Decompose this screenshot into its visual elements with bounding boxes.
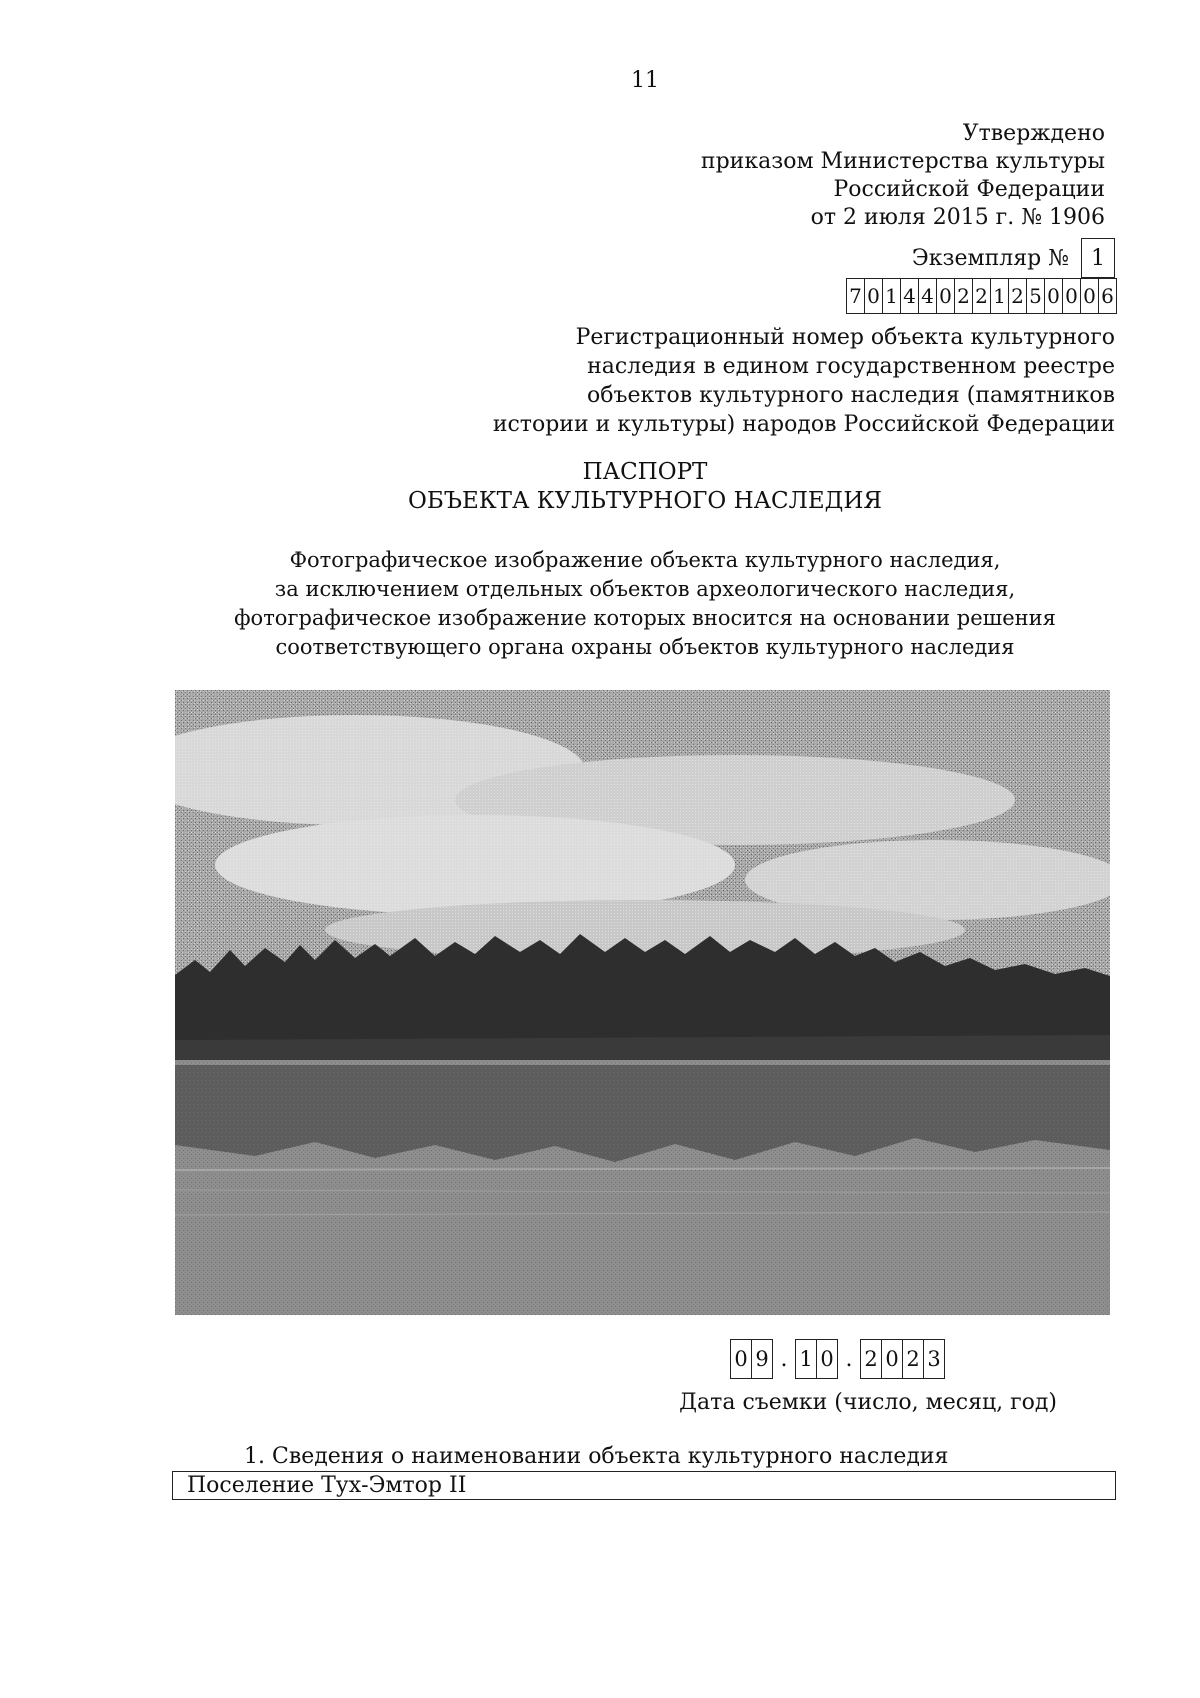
reg-digit: 2 (955, 278, 973, 314)
photo-caption-line: Фотографическое изображение объекта культурного наследия, (289, 548, 1001, 572)
photo-caption-line: за исключением отдельных объектов археологического наследия, (274, 577, 1016, 601)
date-digit: 9 (752, 1339, 773, 1379)
date-digit: 1 (795, 1339, 817, 1379)
approval-block (701, 120, 1105, 232)
object-name-field: Поселение Тух-Эмтор II (172, 1471, 1116, 1500)
registration-number-cells (846, 278, 1117, 314)
reg-digit: 2 (973, 278, 991, 314)
approval-line: Утверждено (962, 121, 1105, 146)
reg-digit: 0 (1045, 278, 1063, 314)
approval-line: от 2 июля 2015 г. № 1906 (810, 205, 1105, 230)
reg-digit: 0 (1081, 278, 1099, 314)
reg-digit: 4 (901, 278, 919, 314)
registration-caption-line: истории и культуры) народов Российской Федерации (492, 412, 1115, 437)
date-digit: 0 (882, 1339, 903, 1379)
copy-number-row (912, 238, 1115, 278)
reg-digit: 4 (919, 278, 937, 314)
date-day (730, 1339, 773, 1379)
reg-digit: 5 (1027, 278, 1045, 314)
page-number: 11 (631, 68, 659, 93)
date-digit: 2 (903, 1339, 924, 1379)
date-digit: 2 (860, 1339, 882, 1379)
reg-digit: 0 (937, 278, 955, 314)
registration-caption-line: объектов культурного наследия (памятников (587, 383, 1115, 408)
date-digit: 0 (817, 1339, 838, 1379)
reg-digit: 0 (1063, 278, 1081, 314)
registration-caption (493, 323, 1115, 439)
date-caption: Дата съемки (число, месяц, год) (679, 1390, 1057, 1415)
section-heading: 1. Сведения о наименовании объекта культурного наследия (244, 1444, 949, 1469)
photo-caption (0, 546, 1200, 662)
reg-digit: 0 (865, 278, 883, 314)
approval-line: Российской Федерации (833, 177, 1105, 202)
date-year (860, 1339, 945, 1379)
date-digit: 0 (730, 1339, 752, 1379)
date-month (795, 1339, 838, 1379)
reg-digit: 1 (883, 278, 901, 314)
registration-caption-line: Регистрационный номер объекта культурного (575, 325, 1115, 350)
shooting-date (730, 1339, 945, 1379)
title-line: ОБЪЕКТА КУЛЬТУРНОГО НАСЛЕДИЯ (408, 488, 882, 514)
copy-number-box: 1 (1081, 238, 1115, 278)
date-digit: 3 (924, 1339, 945, 1379)
reg-digit: 1 (991, 278, 1009, 314)
photo-caption-line: фотографическое изображение которых вносится на основании решения (234, 606, 1056, 630)
title-line: ПАСПОРТ (582, 459, 708, 485)
reg-digit: 2 (1009, 278, 1027, 314)
approval-line: приказом Министерства культуры (700, 149, 1105, 174)
date-separator: . (845, 1346, 853, 1372)
registration-caption-line: наследия в едином государственном реестре (587, 354, 1115, 379)
reg-digit: 6 (1099, 278, 1117, 314)
document-title (0, 458, 1200, 516)
date-separator: . (780, 1346, 788, 1372)
site-photograph (175, 690, 1110, 1315)
photo-caption-line: соответствующего органа охраны объектов культурного наследия (275, 635, 1015, 659)
reg-digit: 7 (846, 278, 865, 314)
copy-label: Экземпляр № (911, 245, 1069, 271)
